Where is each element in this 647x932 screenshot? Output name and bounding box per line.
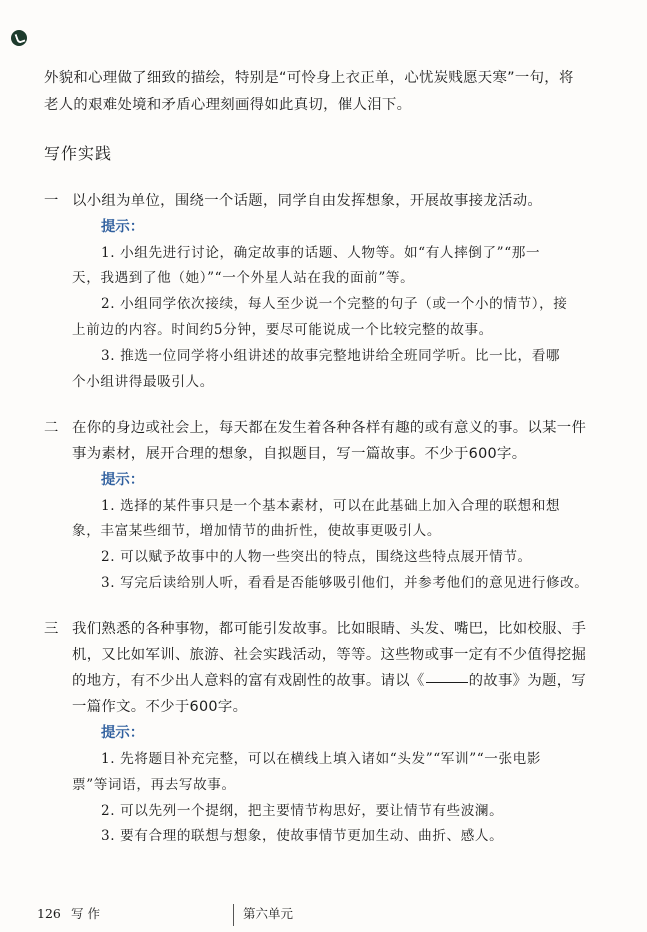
task-text: 事为素材，展开合理的想象，自拟题目，写一篇故事。不少于600字。 [72, 446, 527, 462]
task-text-part: 的地方，有不少出人意料的富有戏剧性的故事。请以《 [72, 673, 425, 689]
intro-line: 老人的艰难处境和矛盾心理刻画得如此真切，催人泪下。 [44, 97, 412, 113]
hint-item: 3. 推选一位同学将小组讲述的故事完整地讲给全班同学听。比一比，看哪 [101, 348, 561, 364]
hint-item-cont: 象，丰富某些细节，增加情节的曲折性，使故事更吸引人。 [72, 523, 442, 539]
task-text: 在你的身边或社会上，每天都在发生着各种各样有趣的或有意义的事。以某一件 [72, 420, 587, 436]
hint-item: 3. 要有合理的联想与想象，使故事情节更加生动、曲折、感人。 [101, 828, 504, 844]
hint-label: 提示： [101, 219, 145, 235]
hint-item: 1. 小组先进行讨论，确定故事的话题、人物等。如“有人摔倒了”“那一 [101, 245, 541, 261]
fill-blank [426, 682, 468, 683]
task-text: 我们熟悉的各种事物，都可能引发故事。比如眼睛、头发、嘴巴，比如校服、手 [72, 621, 587, 637]
hint-item-cont: 上前边的内容。时间约5分钟，要尽可能说成一个比较完整的故事。 [72, 322, 493, 338]
task-text: 一篇作文。不少于600字。 [72, 699, 248, 715]
hint-item: 2. 可以赋予故事中的人物一些突出的特点，围绕这些特点展开情节。 [101, 549, 532, 565]
intro-line: 外貌和心理做了细致的描绘，特别是“可怜身上衣正单，心忧炭贱愿天寒”一句，将 [44, 70, 574, 86]
task-text-part: 的故事》为题，写 [468, 673, 587, 689]
hint-item-cont: 个小组讲得最吸引人。 [72, 374, 214, 390]
footer-unit: 第六单元 [243, 906, 294, 921]
footer-divider [233, 904, 234, 926]
footer-section: 写 作 [71, 906, 100, 921]
section-title: 写作实践 [44, 144, 113, 163]
hint-item: 1. 先将题目补充完整，可以在横线上填入诸如“头发”“军训”“一张电影 [101, 751, 542, 767]
hint-label: 提示： [101, 472, 145, 488]
task-number: 三 [44, 621, 59, 637]
hint-item-cont: 票”等词语，再去写故事。 [72, 777, 236, 793]
hint-item: 2. 可以先列一个提纲，把主要情节构思好，要让情节有些波澜。 [101, 803, 504, 819]
task-text: 以小组为单位，围绕一个话题，同学自由发挥想象，开展故事接龙活动。 [72, 193, 543, 209]
hint-label: 提示： [101, 725, 145, 741]
hint-item: 1. 选择的某件事只是一个基本素材，可以在此基础上加入合理的联想和想 [101, 498, 561, 514]
task-number: 一 [44, 193, 59, 209]
publisher-logo-icon [11, 30, 27, 46]
hint-item: 3. 写完后读给别人听，看看是否能够吸引他们，并参考他们的意见进行修改。 [101, 575, 589, 591]
hint-item-cont: 天，我遇到了他（她）”“一个外星人站在我的面前”等。 [72, 270, 415, 286]
task-text-with-blank [72, 671, 586, 691]
task-text: 机，又比如军训、旅游、社会实践活动，等等。这些物或事一定有不少值得挖掘 [72, 647, 587, 663]
page-number: 126 [37, 906, 61, 921]
hint-item: 2. 小组同学依次接续，每人至少说一个完整的句子（或一个小的情节），接 [101, 296, 568, 312]
task-number: 二 [44, 420, 59, 436]
